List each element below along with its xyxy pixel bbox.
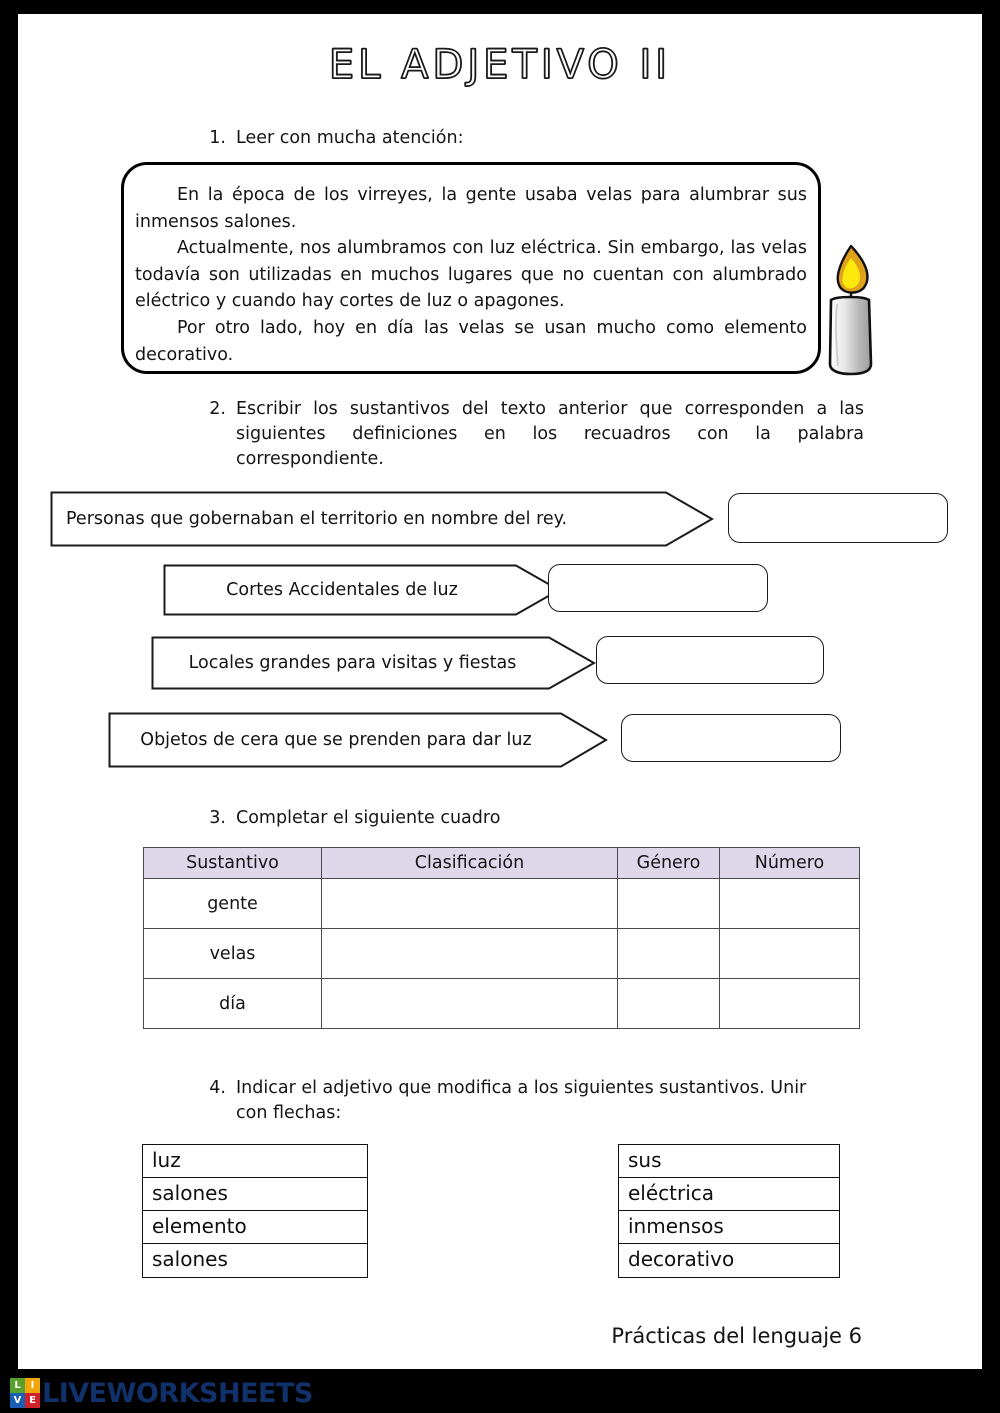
table-row <box>144 979 860 1029</box>
adjective-word-column <box>618 1144 840 1278</box>
exercise-3-number: 3. <box>209 808 226 828</box>
reading-passage <box>135 182 807 368</box>
reading-paragraph-3: Por otro lado, hoy en día las velas se usan mucho como elemento decorativo. <box>135 317 807 365</box>
exercise-2-text: Escribir los sustantivos del texto anterior que corresponden a las siguientes definiciones en los recuadros con la palabra correspondiente. <box>236 399 864 469</box>
noun-word-item[interactable]: elemento <box>143 1211 367 1244</box>
exercise-2-number: 2. <box>209 399 226 419</box>
table-cell-genero-input[interactable] <box>618 879 720 929</box>
page-title: EL ADJETIVO II <box>328 42 672 88</box>
exercise-1-number: 1. <box>209 128 226 148</box>
definition-arrow-2 <box>163 564 561 616</box>
noun-word-item[interactable]: salones <box>152 1247 228 1271</box>
table-header-numero: Número <box>720 848 860 879</box>
adjective-word-item[interactable]: sus <box>619 1145 839 1178</box>
definition-text-3: Locales grandes para visitas y fiestas <box>188 653 517 673</box>
definition-arrow-1 <box>50 491 714 547</box>
definition-row <box>108 712 908 768</box>
table-header-clasificacion: Clasificación <box>322 848 618 879</box>
exercise-4-instruction <box>204 1076 829 1126</box>
table-header-genero: Género <box>618 848 720 879</box>
adjective-word-item[interactable]: decorativo <box>628 1247 735 1271</box>
logo-tile-v: V <box>10 1393 25 1408</box>
table-cell-genero-input[interactable] <box>618 929 720 979</box>
worksheet-page <box>18 14 982 1369</box>
exercise-4-text: Indicar el adjetivo que modifica a los siguientes sustantivos. Unir con flechas: <box>236 1078 807 1123</box>
definition-answer-input-3[interactable] <box>596 636 824 684</box>
table-cell-numero-input[interactable] <box>720 929 860 979</box>
table-cell-noun: día <box>144 979 322 1029</box>
table-cell-noun: gente <box>144 879 322 929</box>
noun-word-item[interactable]: salones <box>143 1178 367 1211</box>
definition-text-2: Cortes Accidentales de luz <box>226 580 458 600</box>
exercise-3-instruction <box>204 806 764 831</box>
definition-arrow-3 <box>151 636 596 690</box>
table-cell-genero-input[interactable] <box>618 979 720 1029</box>
noun-word-column <box>142 1144 368 1278</box>
table-header-row <box>144 848 860 879</box>
logo-wordmark: LIVEWORKSHEETS <box>42 1377 313 1409</box>
reading-paragraph-2: Actualmente, nos alumbramos con luz eléctrica. Sin embargo, las velas todavía son utilizadas en muchos lugares que no cuentan con alumbrado eléctrico y cuando hay cortes de luz o apagones. <box>135 238 807 312</box>
table-row <box>144 879 860 929</box>
table-cell-clasificacion-input[interactable] <box>322 879 618 929</box>
adjective-word-item[interactable]: eléctrica <box>619 1178 839 1211</box>
definition-row <box>151 636 931 690</box>
definition-answer-input-4[interactable] <box>621 714 841 762</box>
candle-icon <box>813 238 893 378</box>
logo-tile-i: I <box>25 1378 40 1393</box>
noun-word-item[interactable]: luz <box>143 1145 367 1178</box>
exercise-4-number: 4. <box>209 1078 226 1098</box>
noun-classification-table <box>143 847 860 1029</box>
footer-subject-label: Prácticas del lenguaje 6 <box>611 1324 862 1348</box>
logo-tile-e: E <box>25 1393 40 1408</box>
table-cell-noun: velas <box>144 929 322 979</box>
definition-arrow-4 <box>108 712 608 768</box>
reading-paragraph-1: En la época de los virreyes, la gente usaba velas para alumbrar sus inmensos salones. <box>135 185 807 232</box>
table-cell-clasificacion-input[interactable] <box>322 979 618 1029</box>
table-cell-numero-input[interactable] <box>720 979 860 1029</box>
exercise-1-instruction <box>204 126 724 151</box>
definition-text-4: Objetos de cera que se prenden para dar luz <box>140 730 532 750</box>
definition-row <box>163 564 923 616</box>
table-header-sustantivo: Sustantivo <box>144 848 322 879</box>
table-cell-clasificacion-input[interactable] <box>322 929 618 979</box>
exercise-2-instruction <box>204 397 864 472</box>
logo-tiles-icon <box>10 1378 40 1408</box>
definition-answer-input-2[interactable] <box>548 564 768 612</box>
definition-answer-input-1[interactable] <box>728 493 948 543</box>
definition-row <box>50 491 950 547</box>
exercise-3-text: Completar el siguiente cuadro <box>236 808 501 828</box>
table-cell-numero-input[interactable] <box>720 879 860 929</box>
logo-tile-l: L <box>10 1378 25 1393</box>
definition-text-1: Personas que gobernaban el territorio en nombre del rey. <box>66 509 568 529</box>
liveworksheets-logo[interactable] <box>10 1375 313 1411</box>
exercise-1-text: Leer con mucha atención: <box>236 128 464 148</box>
table-row <box>144 929 860 979</box>
adjective-word-item[interactable]: inmensos <box>619 1211 839 1244</box>
